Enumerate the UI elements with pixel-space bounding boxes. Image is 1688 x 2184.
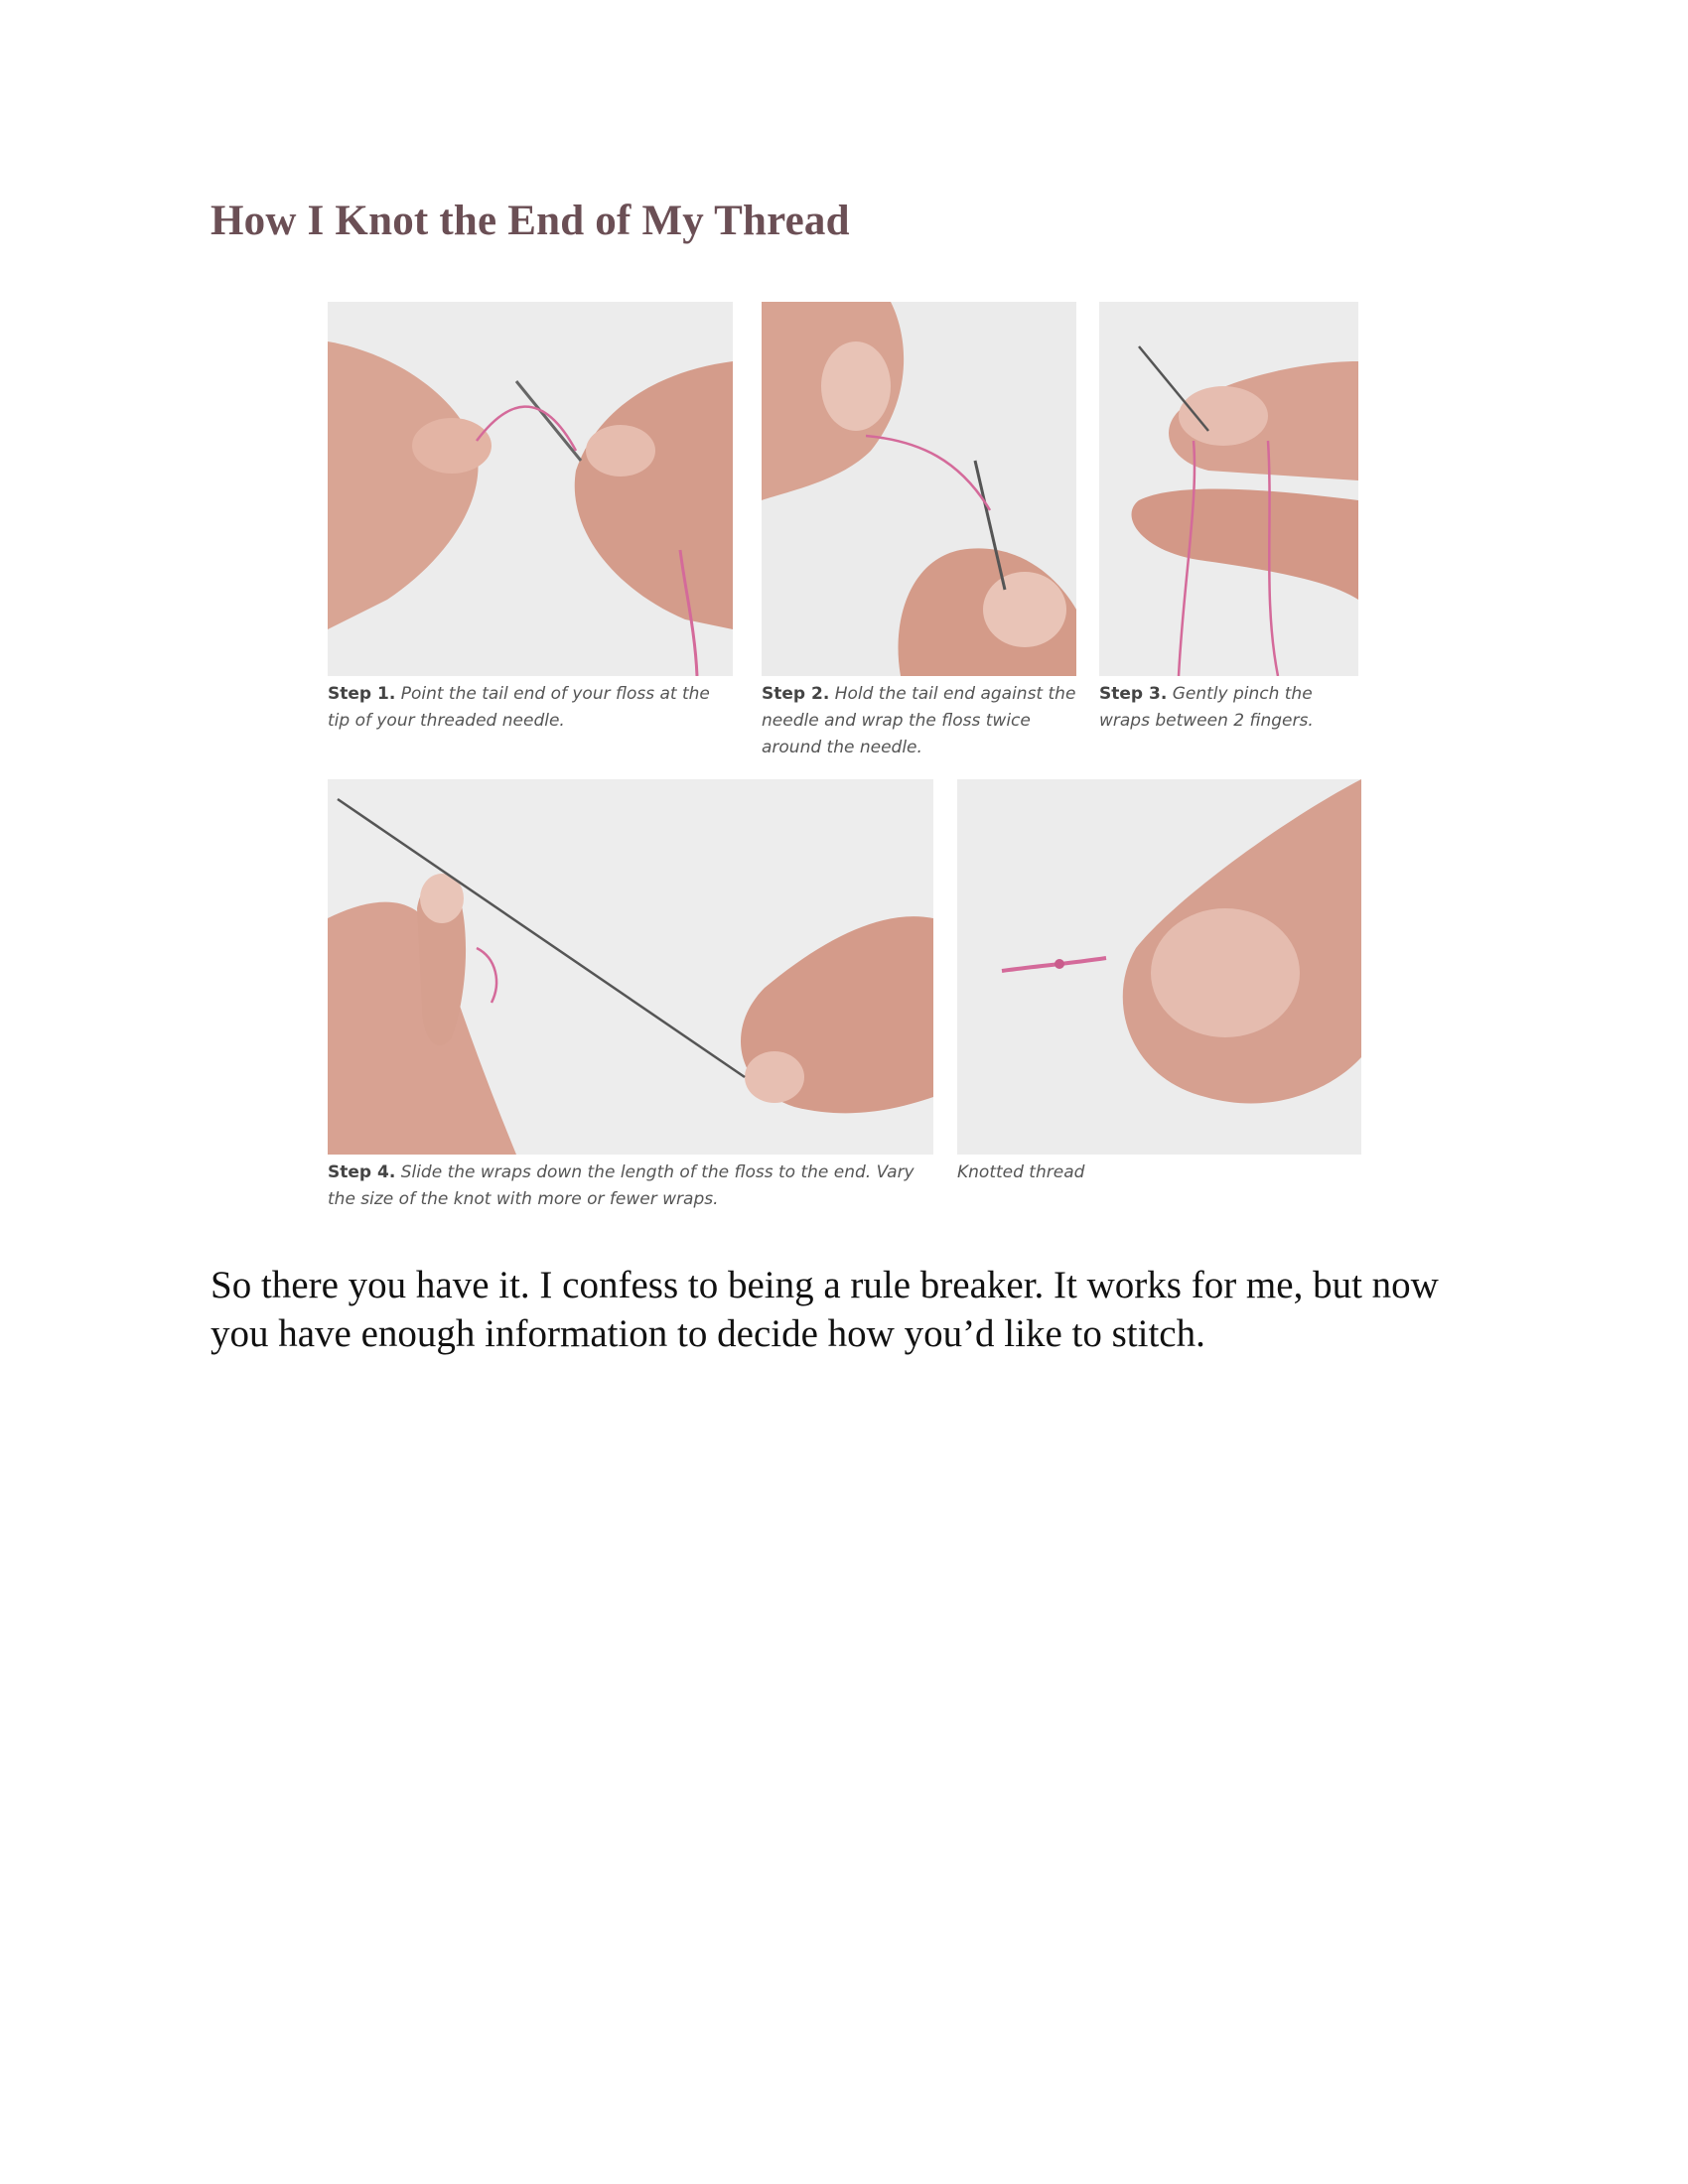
knotted-thread-photo [957, 779, 1361, 1155]
step-1-photo [328, 302, 733, 676]
step-4-description: Slide the wraps down the length of the floss to the end. Vary the size of the knot with more or fewer wraps. [328, 1162, 914, 1209]
step-1-label: Step 1. [328, 684, 396, 704]
step-2-description: Hold the tail end against the needle and wrap the floss twice around the needle. [762, 684, 1076, 757]
step-2-photo [762, 302, 1076, 676]
step-3-photo [1099, 302, 1358, 676]
step-3-label: Step 3. [1099, 684, 1168, 704]
step-1-caption [328, 681, 733, 735]
step-4-caption [328, 1160, 933, 1213]
step-3-caption [1099, 681, 1358, 735]
step-4-label: Step 4. [328, 1162, 396, 1182]
step-4-photo [328, 779, 933, 1155]
step-2-label: Step 2. [762, 684, 830, 704]
step-1-description: Point the tail end of your floss at the tip of your threaded needle. [328, 684, 710, 731]
step-3-description: Gently pinch the wraps between 2 fingers. [1099, 684, 1314, 731]
page-title: How I Knot the End of My Thread [211, 198, 850, 244]
closing-paragraph: So there you have it. I confess to being a rule breaker. It works for me, but now you have enough information to decide how you’d like to stitch. [211, 1264, 1439, 1355]
step-2-caption [762, 681, 1076, 761]
knotted-thread-description: Knotted thread [957, 1162, 1085, 1182]
knotted-thread-caption [957, 1160, 1361, 1186]
